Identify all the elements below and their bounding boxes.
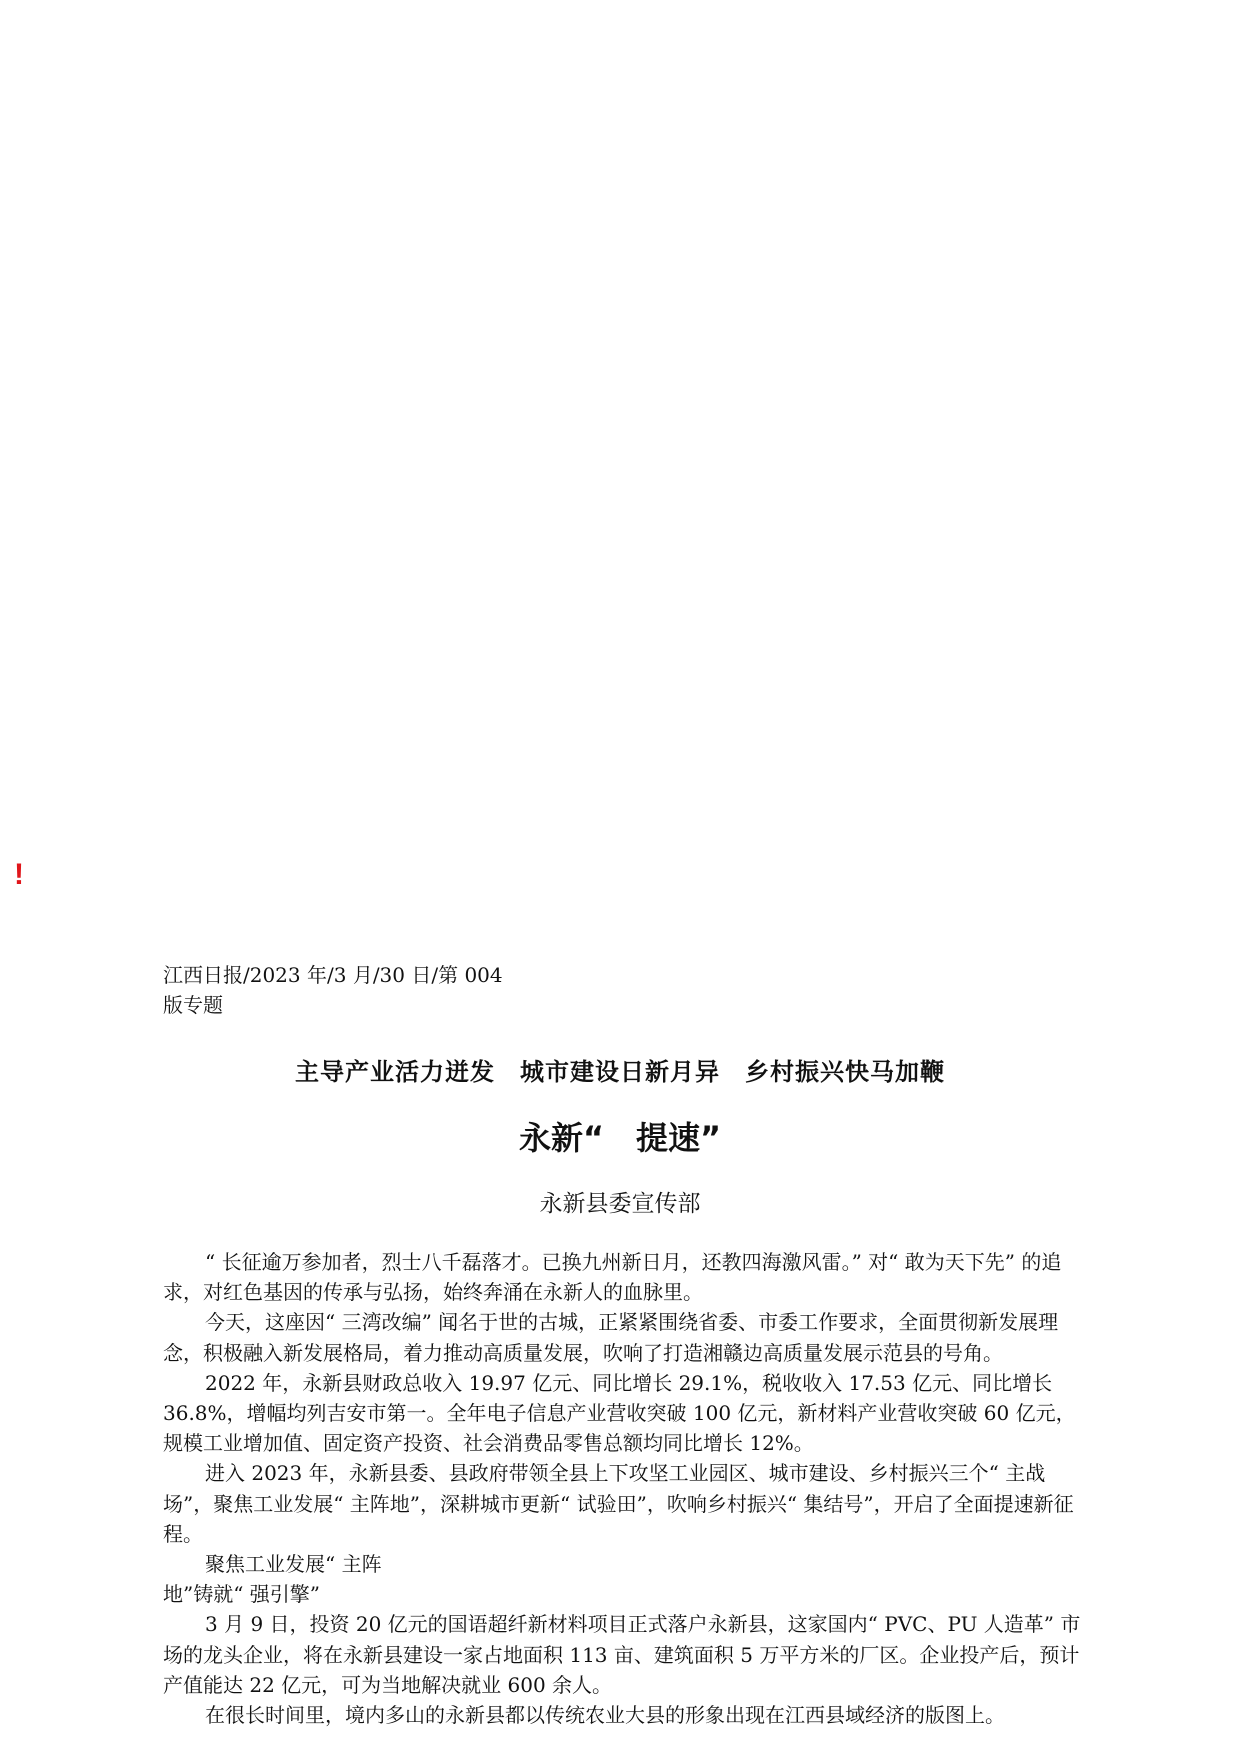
headline: 主导产业活力迸发 城市建设日新月异 乡村振兴快马加鞭 [295,1058,945,1086]
paragraph: “ 长征逾万参加者，烈士八千磊落才。已换九州新日月，还教四海激风雷。” 对“ 敢为天下先” 的追求，对红色基因的传承与弘扬，始终奔涌在永新人的血脉里。 [163,1250,1062,1305]
article-title: 永新“ 提速” [518,1119,722,1157]
paragraph: 进入 2023 年，永新县委、县政府带领全县上下攻坚工业园区、城市建设、乡村振兴三个“ 主战场”，聚焦工业发展“ 主阵地”，深耕城市更新“ 试验田”，吹响乡村振兴“ 集结号”，开启了全面提速新征程。 [163,1461,1074,1546]
red-exclamation-mark: ! [14,858,24,891]
author-byline: 永新县委宣传部 [539,1191,701,1217]
paragraph: 2022 年，永新县财政总收入 19.97 亿元、同比增长 29.1%，税收收入 17.53 亿元、同比增长 36.8%，增幅均列吉安市第一。全年电子信息产业营收突破 100 亿元，新材料产业营收突破 60 亿元，规模工业增加值、固定资产投资、社会消费品零售总额均同比增长 12%。 [163,1370,1076,1456]
paragraph: 3 月 9 日，投资 20 亿元的国语超纤新材料项目正式落户永新县，这家国内“ PVC、PU 人造革” 市场的龙头企业，将在永新县建设一家占地面积 113 亩、建筑面积 5 万平方米的厂区。企业投产后，预计产值能达 22 亿元，可为当地解决就业 600 余人。 [163,1612,1081,1697]
paragraph: 在很长时间里，境内多山的永新县都以传统农业大县的形象出现在江西县域经济的版图上。 [205,1703,1005,1728]
source-line: 江西日报/2023 年/3 月/30 日/第 004 版专题 [163,963,503,1017]
article-body [163,1247,1093,1730]
paragraph: 今天，这座因“ 三湾改编” 闻名于世的古城，正紧紧围绕省委、市委工作要求，全面贯彻新发展理念，积极融入新发展格局，着力推动高质量发展，吹响了打造湘赣边高质量发展示范县的号角。 [163,1310,1059,1365]
section-subheading: 聚焦工业发展“ 主阵地”铸就“ 强引擎” [163,1552,382,1607]
